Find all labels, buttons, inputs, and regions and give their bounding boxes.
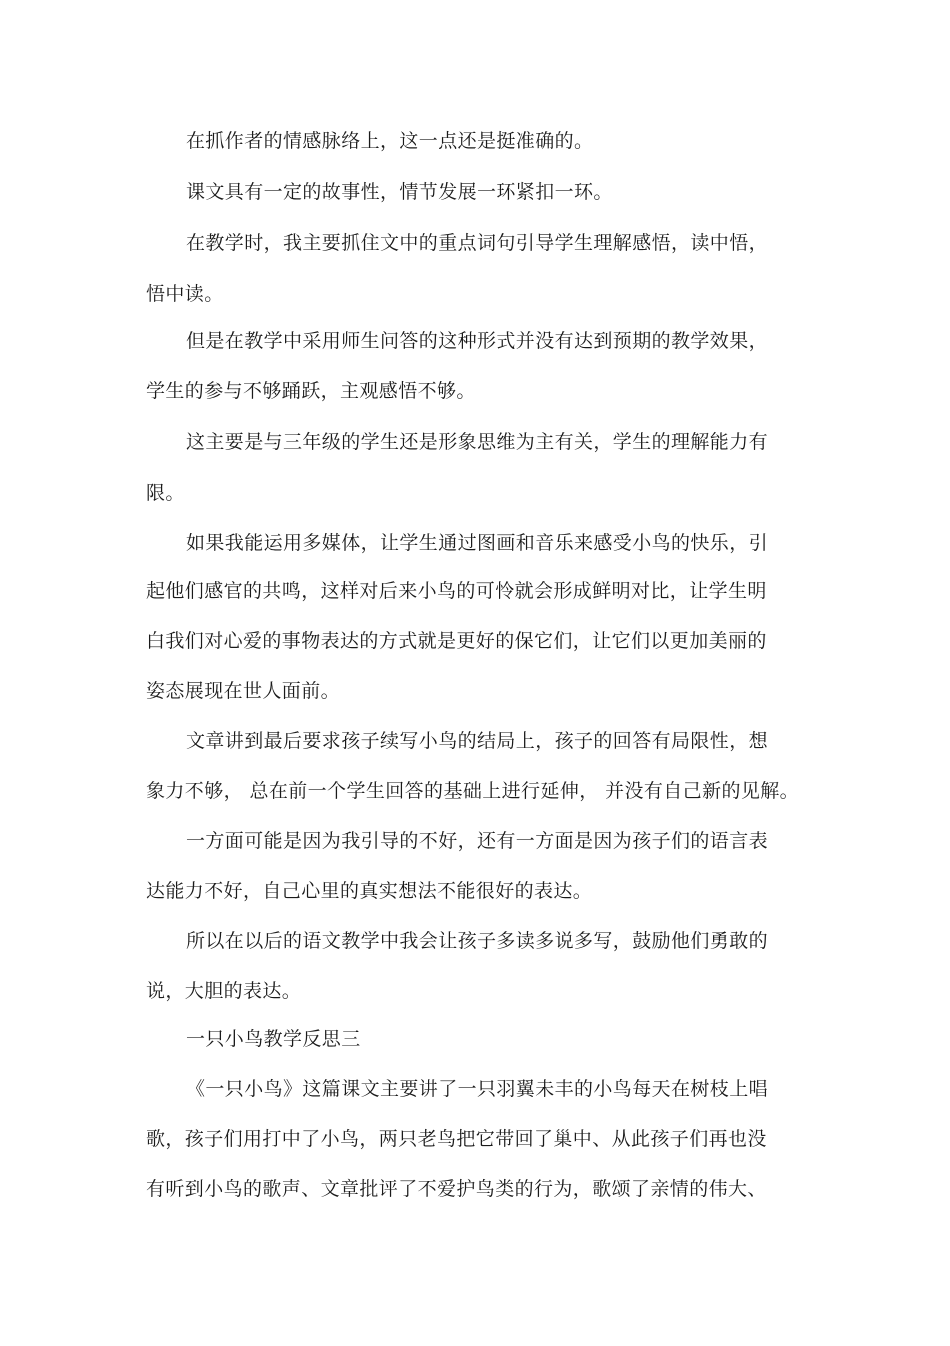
paragraph-line: 在抓作者的情感脉络上，这一点还是挺准确的。 [186, 130, 594, 152]
paragraph-line: 学生的参与不够踊跃，主观感悟不够。 [146, 380, 476, 402]
paragraph-line: 文章讲到最后要求孩子续写小鸟的结局上，孩子的回答有局限性，想 [186, 730, 769, 752]
paragraph-line: 《一只小鸟》这篇课文主要讲了一只羽翼未丰的小鸟每天在树枝上唱 [186, 1078, 769, 1100]
paragraph-line: 限。 [146, 482, 185, 504]
section-heading: 一只小鸟教学反思三 [186, 1028, 361, 1050]
paragraph-line: 起他们感官的共鸣，这样对后来小鸟的可怜就会形成鲜明对比，让学生明 [146, 580, 767, 602]
paragraph-line: 课文具有一定的故事性，情节发展一环紧扣一环。 [186, 181, 613, 203]
paragraph-line: 这主要是与三年级的学生还是形象思维为主有关，学生的理解能力有 [186, 431, 769, 453]
paragraph-line: 歌，孩子们用打中了小鸟，两只老鸟把它带回了巢中、从此孩子们再也没 [146, 1128, 767, 1150]
paragraph-line: 白我们对心爱的事物表达的方式就是更好的保它们，让它们以更加美丽的 [146, 630, 767, 652]
paragraph-line: 象力不够， 总在前一个学生回答的基础上进行延伸， 并没有自己新的见解。 [146, 780, 800, 802]
paragraph-line: 在教学时，我主要抓住文中的重点词句引导学生理解感悟，读中悟， [186, 232, 769, 254]
paragraph-line: 如果我能运用多媒体，让学生通过图画和音乐来感受小鸟的快乐，引 [186, 532, 769, 554]
paragraph-line: 但是在教学中采用师生问答的这种形式并没有达到预期的教学效果， [186, 330, 769, 352]
paragraph-line: 姿态展现在世人面前。 [146, 680, 341, 702]
paragraph-line: 有听到小鸟的歌声、文章批评了不爱护鸟类的行为，歌颂了亲情的伟大、 [146, 1178, 767, 1200]
paragraph-line: 所以在以后的语文教学中我会让孩子多读多说多写，鼓励他们勇敢的 [186, 930, 769, 952]
paragraph-line: 一方面可能是因为我引导的不好，还有一方面是因为孩子们的语言表 [186, 830, 769, 852]
paragraph-line: 悟中读。 [146, 283, 224, 305]
paragraph-line: 说，大胆的表达。 [146, 980, 302, 1002]
paragraph-line: 达能力不好，自己心里的真实想法不能很好的表达。 [146, 880, 593, 902]
